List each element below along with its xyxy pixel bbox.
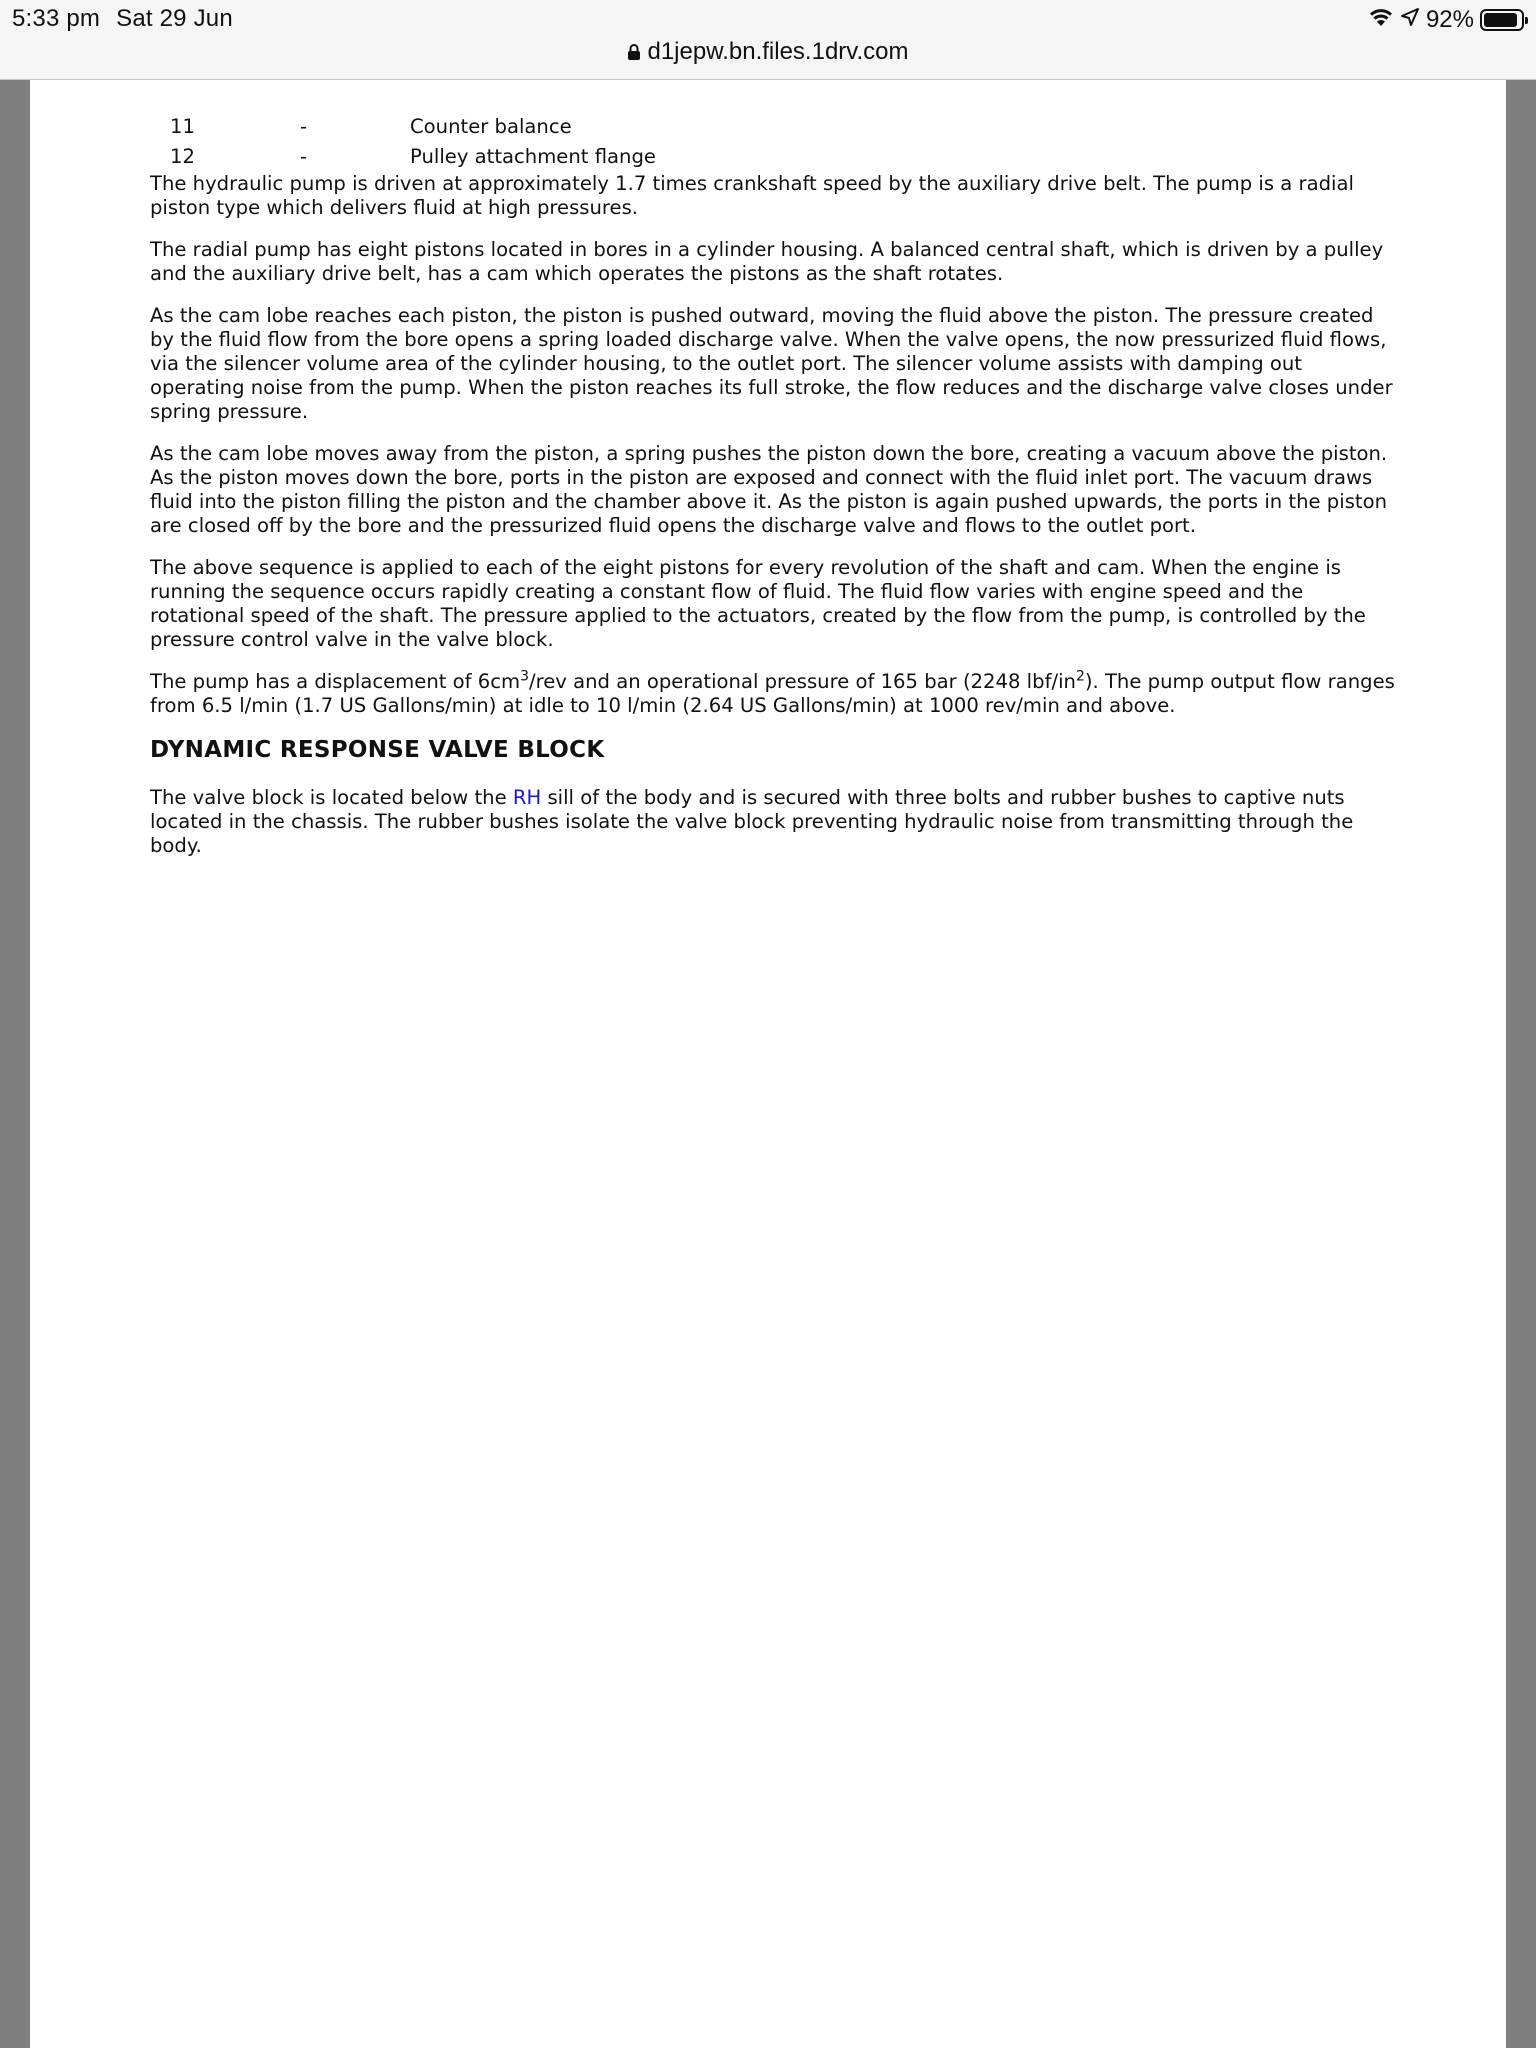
address-bar[interactable] xyxy=(0,38,1536,66)
list-item-label: Pulley attachment flange xyxy=(410,145,656,168)
battery-icon xyxy=(1480,9,1524,31)
paragraph-displacement xyxy=(150,670,1400,718)
superscript-3: 3 xyxy=(520,668,530,685)
document-page xyxy=(30,80,1506,2048)
displacement-text-c: ). The pump output flow ranges from 6.5 l/min (1.7 US Gallons/min) at idle to 10 l/min (2.64 US Gallons/min) at 1000 rev/min and above. xyxy=(150,670,1395,717)
list-item-number: 11 xyxy=(170,115,195,138)
wifi-icon xyxy=(1368,6,1394,35)
list-item xyxy=(150,112,1400,142)
status-time: 5:33 pm xyxy=(12,5,101,32)
paragraph-cam-lobe-outward: As the cam lobe reaches each piston, the piston is pushed outward, moving the fluid above the piston. The pressure created by the fluid flow from the bore opens a spring loaded discharge valve. When the valve opens, the now pressurized fluid flows, via the silencer volume area of the cylinder housing, to the outlet port. The silencer volume assists with damping out operating noise from the pump. When the piston reaches its full stroke, the flow reduces and the discharge valve closes under spring pressure. xyxy=(150,304,1393,423)
list-item-label: Counter balance xyxy=(410,115,572,138)
status-indicators xyxy=(1368,4,1524,36)
list-item-dash: - xyxy=(300,115,308,138)
url-text[interactable]: d1jepw.bn.files.1drv.com xyxy=(647,38,909,65)
list-item xyxy=(150,142,1400,172)
location-arrow-icon xyxy=(1400,6,1420,34)
battery-percent: 92% xyxy=(1425,6,1474,33)
paragraph-sequence: The above sequence is applied to each of the eight pistons for every revolution of the shaft and cam. When the engine is running the sequence occurs rapidly creating a constant flow of fluid. The fluid flow varies with engine speed and the rotational speed of the shaft. The pressure applied to the actuators, created by the flow from the pump, is controlled by the pressure control valve in the valve block. xyxy=(150,556,1366,651)
paragraph-pump-drive: The hydraulic pump is driven at approximately 1.7 times crankshaft speed by the auxiliary drive belt. The pump is a radial piston type which delivers fluid at high pressures. xyxy=(150,172,1354,219)
paragraph-valve-block xyxy=(150,786,1400,858)
displacement-text-b: /rev and an operational pressure of 165 bar (2248 lbf/in xyxy=(529,670,1076,693)
list-item-number: 12 xyxy=(170,145,195,168)
status-date: Sat 29 Jun xyxy=(116,5,233,32)
list-item-dash: - xyxy=(300,145,308,168)
section-heading: DYNAMIC RESPONSE VALVE BLOCK xyxy=(150,737,605,763)
document-content xyxy=(150,112,1400,876)
superscript-2: 2 xyxy=(1075,668,1085,685)
browser-top-bar xyxy=(0,0,1536,80)
valve-block-text-a: The valve block is located below the xyxy=(150,786,513,809)
status-clock xyxy=(12,5,233,33)
paragraph-cam-lobe-away: As the cam lobe moves away from the piston, a spring pushes the piston down the bore, creating a vacuum above the piston. As the piston moves down the bore, ports in the piston are exposed and connect with the fluid inlet port. The vacuum draws fluid into the piston filling the piston and the chamber above it. As the piston is again pushed upwards, the ports in the piston are closed off by the bore and the pressurized fluid opens the discharge valve and flows to the outlet port. xyxy=(150,442,1388,537)
lock-icon xyxy=(627,43,641,61)
paragraph-radial-pump: The radial pump has eight pistons located in bores in a cylinder housing. A balanced central shaft, which is driven by a pulley and the auxiliary drive belt, has a cam which operates the pistons as the shaft rotates. xyxy=(150,238,1384,285)
valve-block-text-b: sill of the body and is secured with three bolts and rubber bushes to captive nuts located in the chassis. The rubber bushes isolate the valve block preventing hydraulic noise from transmitting through the body. xyxy=(150,786,1354,857)
displacement-text-a: The pump has a displacement of 6cm xyxy=(150,670,521,693)
rh-link[interactable]: RH xyxy=(512,786,542,809)
